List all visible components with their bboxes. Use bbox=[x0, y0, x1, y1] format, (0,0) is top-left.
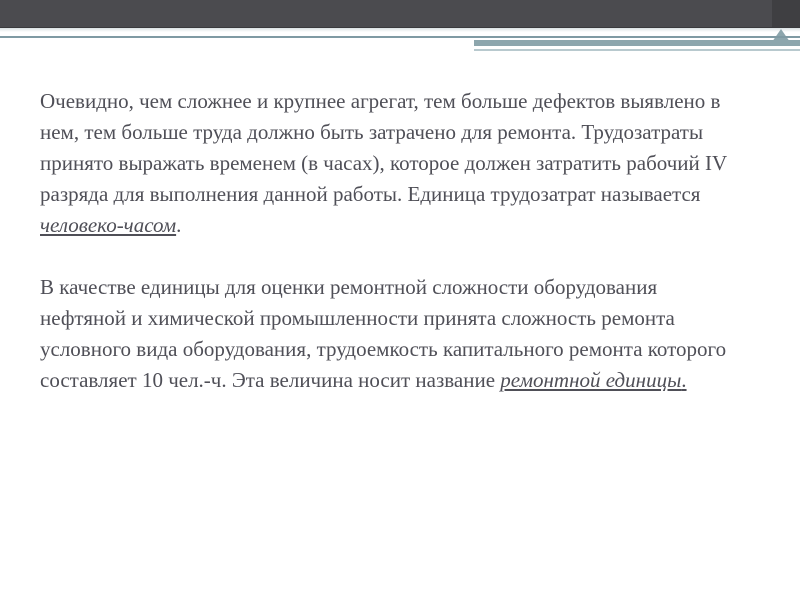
header-band bbox=[0, 0, 800, 28]
accent-line bbox=[0, 36, 800, 38]
accent-thin-line bbox=[474, 49, 800, 51]
header-shadow bbox=[0, 28, 800, 32]
paragraph-text: Очевидно, чем сложнее и крупнее агрегат, тем больше дефектов выявлено в нем, тем больше труда должно быть затрачено для ремонта. Трудозатраты принято выражать временем (в часах), которое должен затратить рабочий IV разряда для выполнения данной работы. Единица трудозатрат называется bbox=[40, 89, 727, 206]
paragraph-labor-costs bbox=[40, 86, 740, 241]
paragraph-end: . bbox=[176, 213, 182, 237]
paragraph-text: В качестве единицы для оценки ремонтной сложности оборудования нефтяной и химической промышленности принята сложность ремонта условного вида оборудования, трудоемкость капитального ремонта которого составляет 10 чел.-ч. Эта величина носит название bbox=[40, 275, 727, 392]
accent-bar bbox=[474, 40, 800, 46]
header-corner-block bbox=[772, 0, 800, 27]
slide-body bbox=[40, 86, 740, 427]
paragraph-repair-unit bbox=[40, 272, 740, 396]
paragraph-end: . bbox=[681, 368, 687, 392]
term-man-hour: человеко-часом bbox=[40, 213, 177, 237]
term-repair-unit: ремонтной единицы bbox=[500, 368, 682, 392]
